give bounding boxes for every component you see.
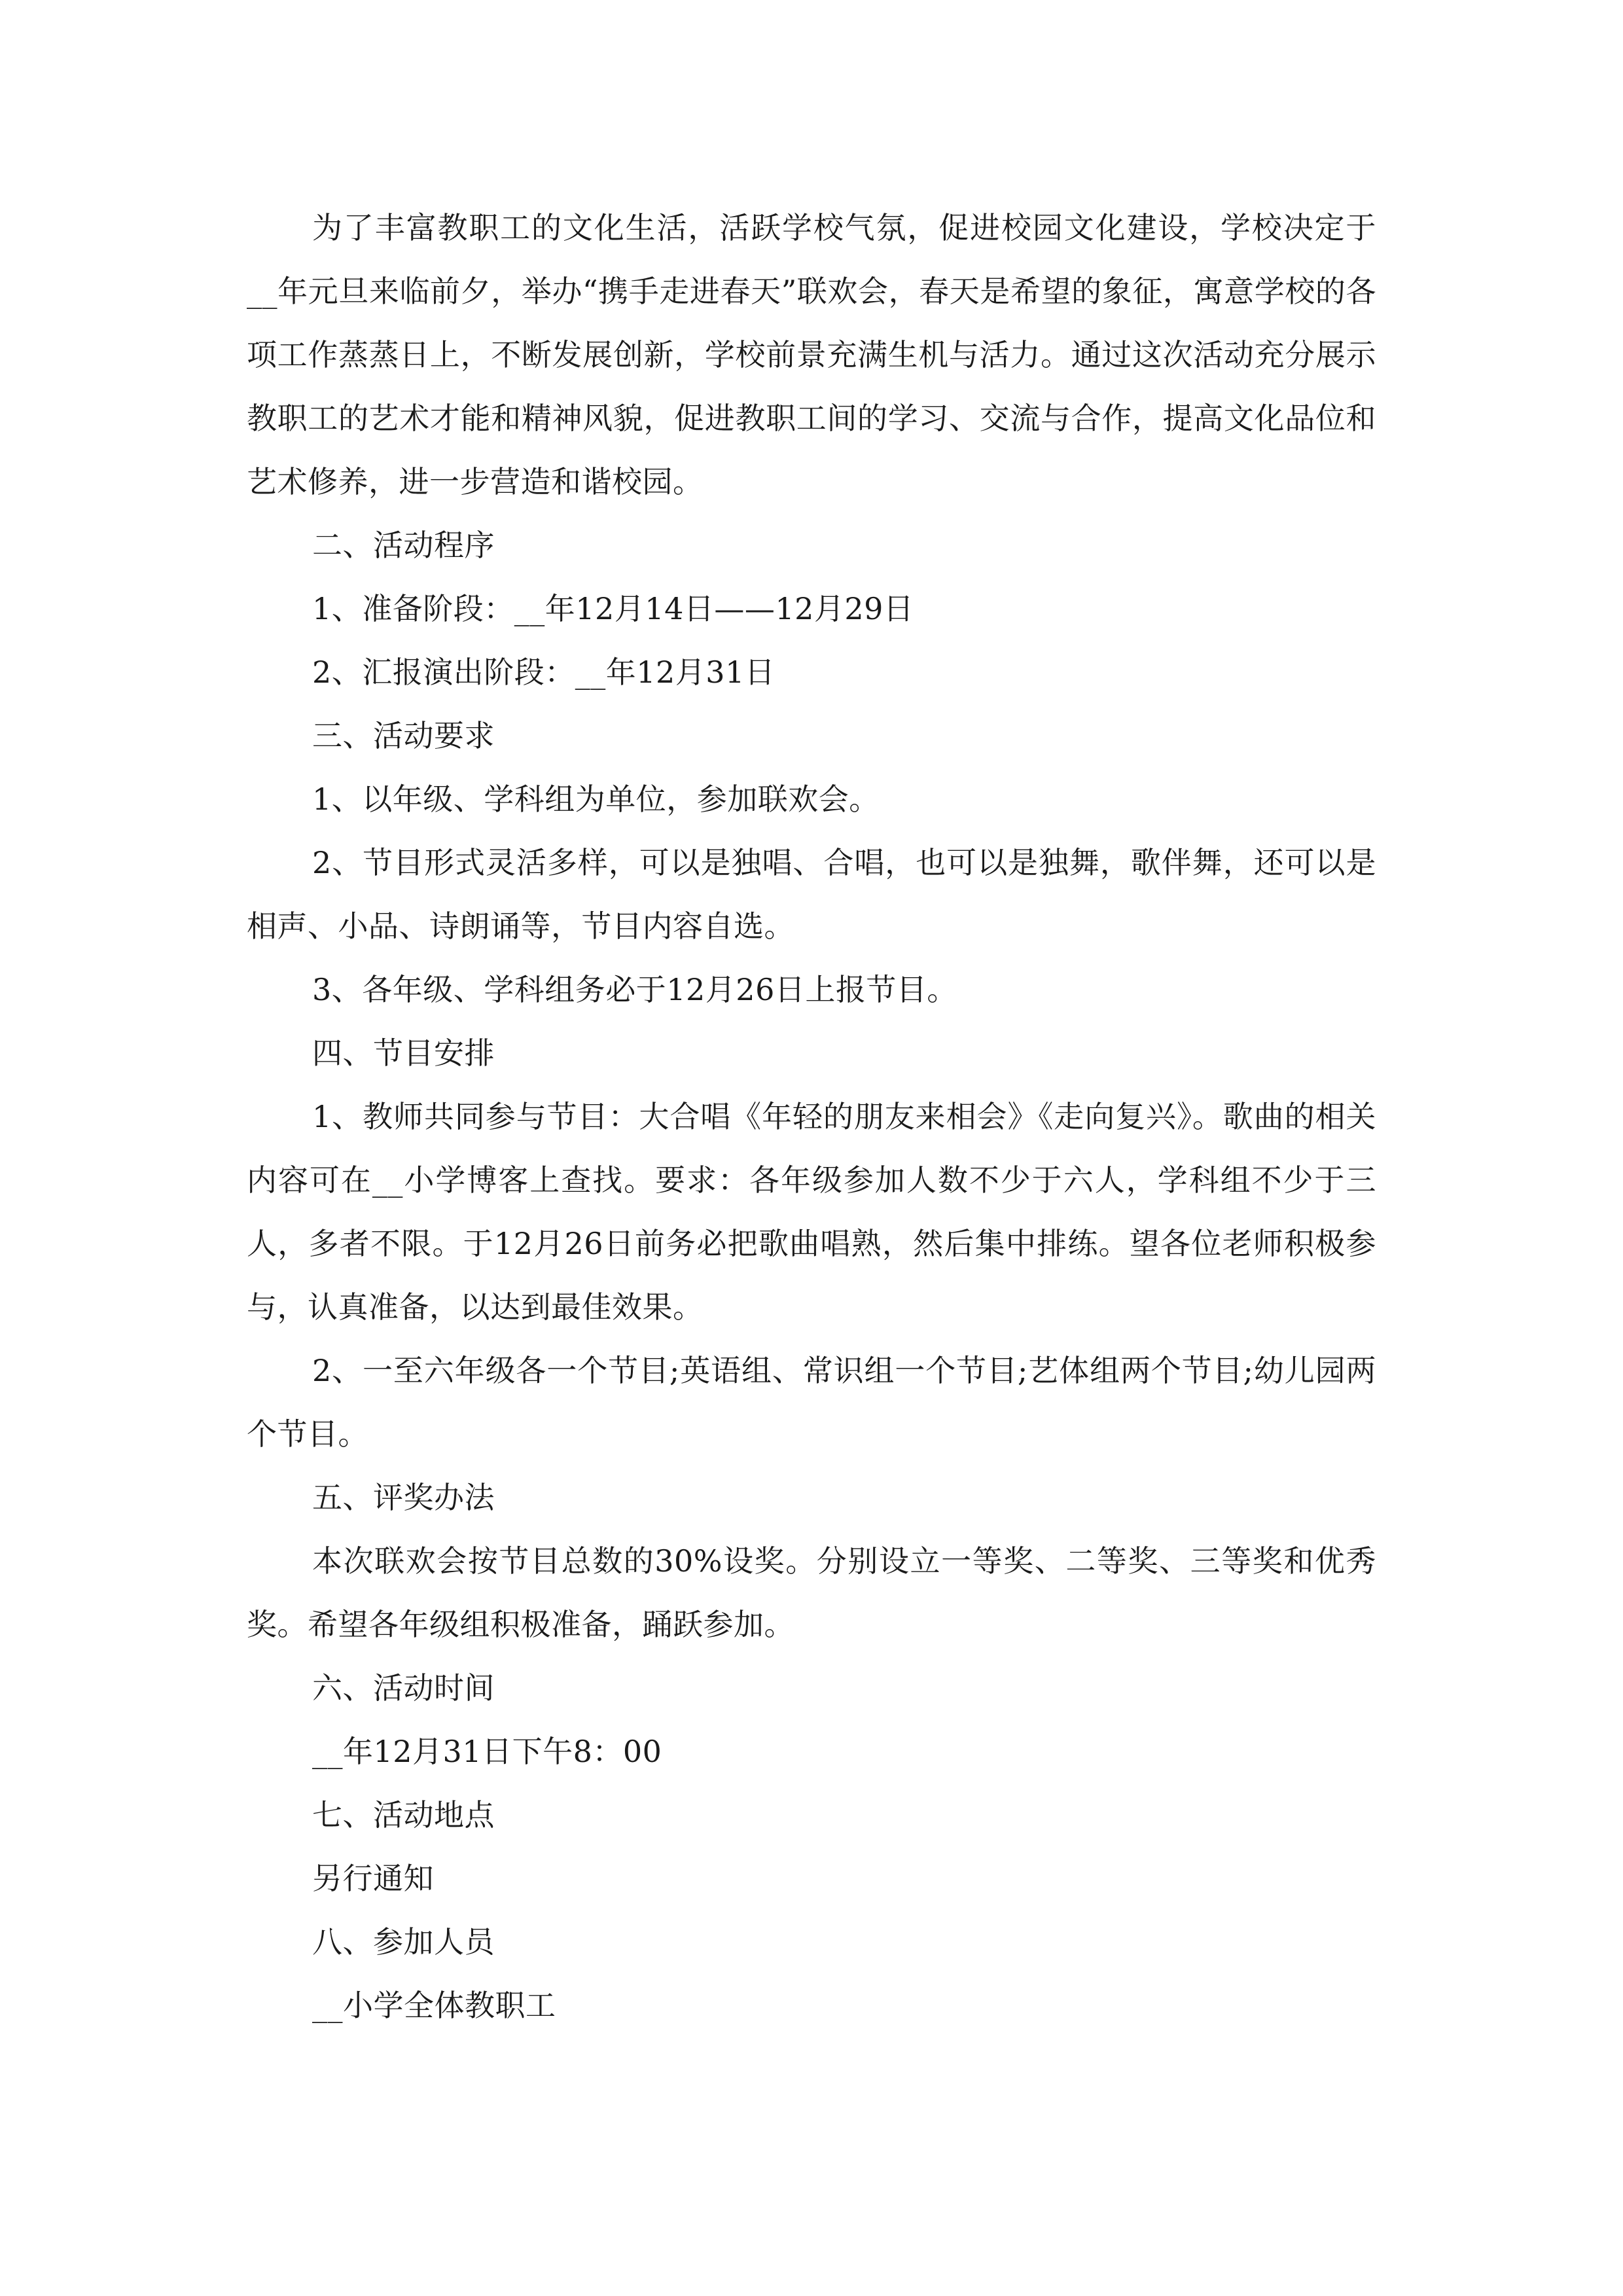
section-heading-awards: 五、评奖办法 [312,1480,495,1515]
event-location: 另行通知 [312,1861,434,1896]
awards-paragraph: 本次联欢会按节目总数的30%设奖。分别设立一等奖、二等奖、三等奖和优秀奖。希望各年级组积极准备，踊跃参加。 [247,1543,1376,1642]
requirement-item-1: 1、以年级、学科组为单位，参加联欢会。 [312,781,880,817]
requirement-item-2: 2、节目形式灵活多样，可以是独唱、合唱，也可以是独舞，歌伴舞，还可以是相声、小品、诗朗诵等，节目内容自选。 [247,845,1376,944]
event-time: __年12月31日下午8：00 [312,1734,662,1769]
section-heading-participants: 八、参加人员 [312,1924,495,1960]
section-heading-program: 四、节目安排 [312,1035,495,1071]
section-heading-location: 七、活动地点 [312,1797,495,1833]
document-page [247,196,1376,2037]
section-heading-requirements: 三、活动要求 [312,718,495,753]
section-heading-procedure: 二、活动程序 [312,528,495,563]
section-heading-time: 六、活动时间 [312,1670,495,1706]
participants: __小学全体教职工 [312,1988,556,2023]
procedure-item-performance: 2、汇报演出阶段：__年12月31日 [312,655,776,690]
requirement-item-3: 3、各年级、学科组务必于12月26日上报节目。 [312,972,957,1007]
program-item-1: 1、教师共同参与节目：大合唱《年轻的朋友来相会》《走向复兴》。歌曲的相关内容可在__小学博客上查找。要求：各年级参加人数不少于六人，学科组不少于三人，多者不限。于12月26日前务必把歌曲唱熟，然后集中排练。望各位老师积极参与，认真准备，以达到最佳效果。 [247,1099,1376,1325]
program-item-2: 2、一至六年级各一个节目;英语组、常识组一个节目;艺体组两个节目;幼儿园两个节目。 [247,1353,1376,1452]
procedure-item-preparation: 1、准备阶段：__年12月14日——12月29日 [312,591,914,626]
intro-paragraph: 为了丰富教职工的文化生活，活跃学校气氛，促进校园文化建设，学校决定于__年元旦来临前夕，举办“携手走进春天”联欢会，春天是希望的象征，寓意学校的各项工作蒸蒸日上，不断发展创新，学校前景充满生机与活力。通过这次活动充分展示教职工的艺术才能和精神风貌，促进教职工间的学习、交流与合作，提高文化品位和艺术修养，进一步营造和谐校园。 [247,210,1376,499]
